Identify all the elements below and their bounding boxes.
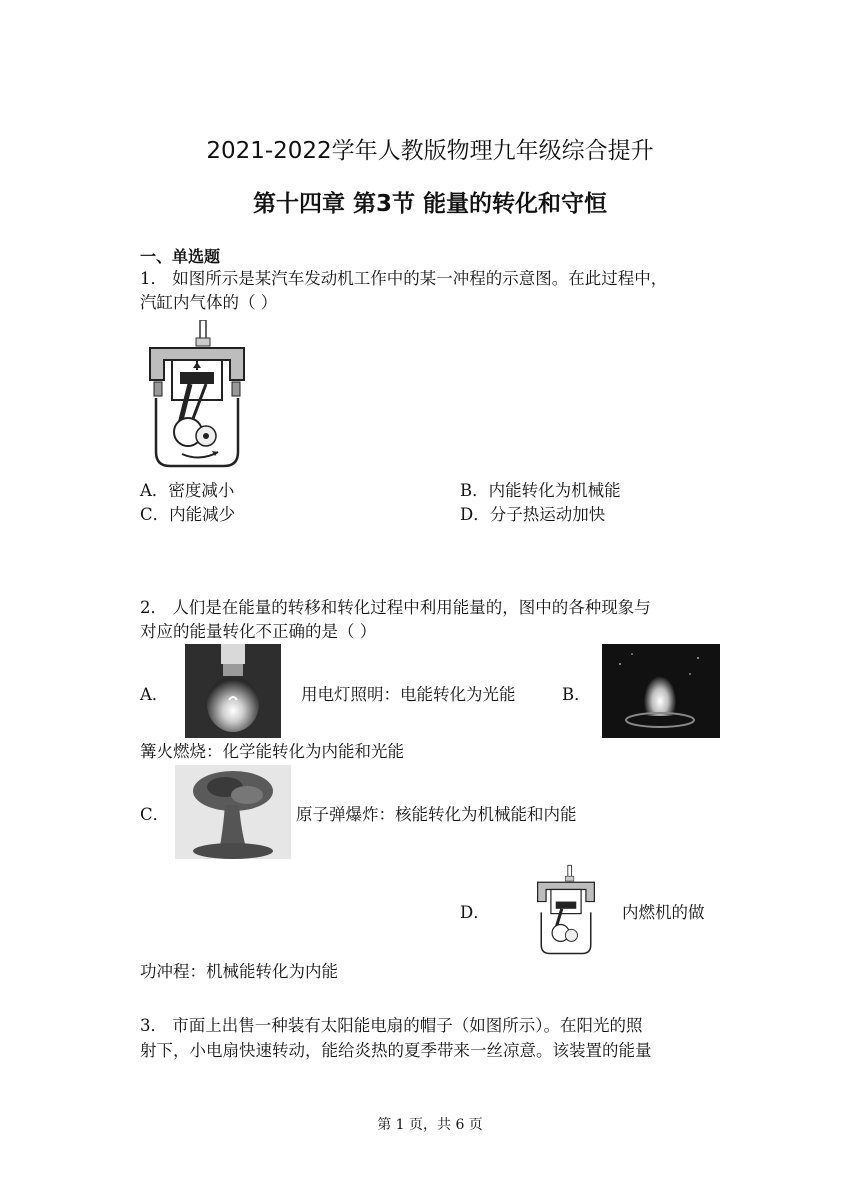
q2-stem-line2: 对应的能量转化不正确的是（ ） <box>140 622 377 641</box>
mushroom-cloud-image <box>175 765 291 859</box>
q2-option-c-text: 原子弹爆炸：核能转化为机械能和内能 <box>296 805 577 824</box>
q3-stem-line1: 3． 市面上出售一种装有太阳能电扇的帽子（如图所示）。在阳光的照 <box>140 1016 643 1035</box>
document-subtitle: 第十四章 第3节 能量的转化和守恒 <box>252 191 608 217</box>
bonfire-image <box>602 644 720 738</box>
q2-option-c-letter: C． <box>140 805 170 824</box>
q2-option-a-text: 用电灯照明：电能转化为光能 <box>301 685 516 704</box>
q3-stem-line2: 射下，小电扇快速转动，能给炎热的夏季带来一丝凉意。该装置的能量 <box>140 1041 652 1060</box>
q2-option-b-letter: B． <box>562 685 591 704</box>
q1-stem-line2: 汽缸内气体的（ ） <box>140 293 278 312</box>
q2-stem-line1: 2． 人们是在能量的转移和转化过程中利用能量的，图中的各种现象与 <box>140 598 651 617</box>
q2-option-b-text: 篝火燃烧：化学能转化为内能和光能 <box>140 742 404 761</box>
q1-option-b: B．内能转化为机械能 <box>460 481 621 500</box>
q2-option-a-letter: A． <box>140 685 169 704</box>
q1-option-c: C．内能减少 <box>140 505 236 524</box>
engine-stroke-diagram-image <box>144 320 250 468</box>
section-heading: 一、单选题 <box>140 247 221 266</box>
light-bulb-image <box>185 644 281 738</box>
engine-power-stroke-image <box>534 862 598 958</box>
q2-option-d-letter: D． <box>460 903 490 922</box>
q2-option-d-text2: 功冲程：机械能转化为内能 <box>140 962 338 981</box>
q1-stem-line1: 1． 如图所示是某汽车发动机工作中的某一冲程的示意图。在此过程中， <box>140 269 668 288</box>
q1-option-a: A．密度减小 <box>140 481 235 500</box>
q2-option-d-text1: 内燃机的做 <box>622 903 705 922</box>
page-footer: 第 1 页，共 6 页 <box>377 1117 483 1133</box>
q1-option-d: D．分子热运动加快 <box>460 505 606 524</box>
document-title: 2021-2022学年人教版物理九年级综合提升 <box>206 138 654 164</box>
